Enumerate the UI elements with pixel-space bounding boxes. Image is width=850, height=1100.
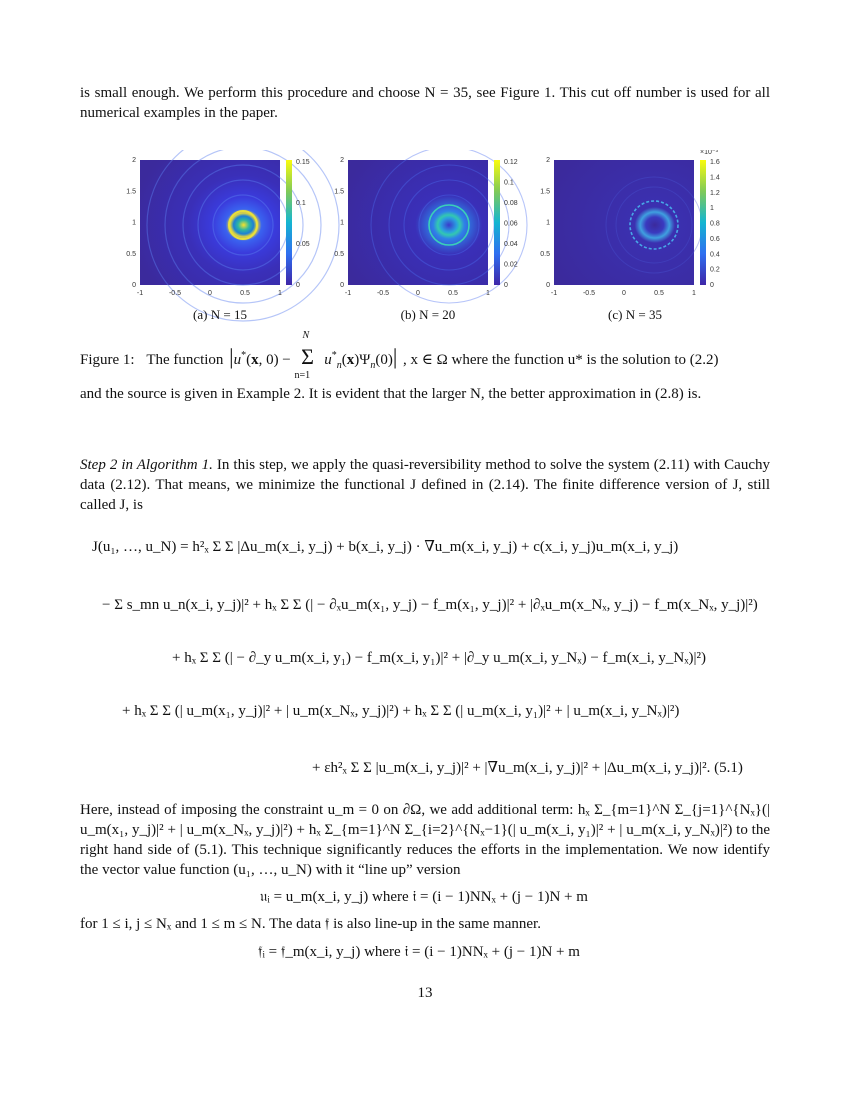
y-tick-label: 1 [132, 219, 136, 227]
x-tick-label: 1 [278, 290, 282, 297]
equation-line-4: + hₓ Σ Σ (| u_m(x₁, y_j)|² + | u_m(x_Nₓ, y_j)|²) + hₓ Σ Σ (| u_m(x_i, y₁)|² + | u_m(x_i, y_Nₓ)|²) [122, 703, 680, 719]
colorbar-tick-label: 0.1 [296, 200, 306, 207]
lineup-definition-u: 𝔲ᵢ = u_m(x_i, y_j) where 𝔦 = (i − 1)NNₓ + (j − 1)N + m [260, 889, 588, 905]
colorbar-tick-label: 0.6 [710, 235, 720, 243]
panel-b [348, 150, 527, 303]
caption-formula: |u*(x, 0) − N Σ n=1 $u^*_n(x)\Psi_n(0)|$ [229, 330, 398, 381]
step2-heading: Step 2 in Algorithm 1. [80, 457, 213, 473]
colorbar-tick-label: 0.15 [296, 159, 310, 166]
colorbar-tick-label: 0.08 [504, 200, 518, 207]
colorbar-c [700, 160, 706, 285]
intro-paragraph: is small enough. We perform this procedure and choose N = 35, see Figure 1. This cut off number is used for all numerical examples in the paper. [80, 85, 770, 121]
x-tick-label: -0.5 [376, 290, 390, 297]
lineup-definition-f: 𝔣ᵢ = 𝔣_m(x_i, y_j) where 𝔦 = (i − 1)NNₓ + (j − 1)N + m [258, 944, 580, 960]
colorbar-tick-label: 0.02 [504, 261, 518, 269]
y-tick-label: 0 [340, 282, 344, 289]
page-number: 13 [417, 985, 433, 1001]
colorbar-tick-label: 0 [296, 282, 300, 289]
x-tick-label: 0.5 [654, 290, 664, 297]
caption-a: (a) N = 15 [193, 307, 247, 322]
colorbar-tick-label: 0.05 [296, 241, 310, 248]
y-tick-label: 0 [132, 282, 136, 289]
colorbar-b [494, 160, 500, 285]
x-tick-label: -1 [550, 290, 558, 297]
step2-body: In this step, we apply the quasi-reversibility method to solve the system (2.11) with Cauchy data (2.12). That means, we minimize the functional J defined in (2.14). The finite difference version of J, still called J, is [80, 457, 770, 513]
x-tick-label: 0 [622, 290, 626, 297]
colorbar-tick-label: 1 [710, 205, 714, 213]
x-tick-label: 0 [416, 290, 420, 297]
y-tick-label: 1.5 [126, 188, 136, 196]
y-tick-label: 2 [132, 157, 136, 164]
figure-row [110, 150, 770, 330]
y-tick-label: 2 [546, 157, 550, 164]
colorbar-tick-label: 0.1 [504, 179, 514, 187]
x-tick-label: 0.5 [448, 290, 458, 297]
figure-label: Figure 1: [80, 352, 135, 368]
colorbar-tick-label: 0.2 [710, 266, 720, 274]
equation-line-5: + εh²ₓ Σ Σ |u_m(x_i, y_j)|² + |∇u_m(x_i, y_j)|² + |Δu_m(x_i, y_j)|². (5.1) [312, 760, 743, 776]
figure-panels [110, 150, 770, 330]
for-paragraph: for 1 ≤ i, j ≤ Nₓ and 1 ≤ m ≤ N. The data 𝔣 is also line-up in the same manner. [80, 916, 541, 932]
y-tick-label: 2 [340, 157, 344, 164]
colorbar-tick-label: 0.8 [710, 220, 720, 228]
equation-line-1: J(u₁, …, u_N) = h²ₓ Σ Σ |Δu_m(x_i, y_j) + b(x_i, y_j) · ∇u_m(x_i, y_j) + c(x_i, y_j)u_m(x_i, y_j) [92, 539, 679, 555]
caption-b: (b) N = 20 [400, 307, 456, 322]
heatmap-a [140, 160, 280, 285]
x-tick-label: -0.5 [582, 290, 596, 297]
y-tick-label: 1.5 [540, 188, 550, 196]
colorbar-tick-label: 0.04 [504, 241, 518, 248]
colorbar-tick-label: 0.06 [504, 220, 518, 228]
x-tick-label: 0.5 [240, 290, 250, 297]
y-tick-label: 0 [546, 282, 550, 289]
x-tick-label: -1 [136, 290, 144, 297]
y-tick-label: 0.5 [126, 250, 136, 258]
figure-caption [80, 330, 770, 381]
colorbar-tick-label: 0.4 [710, 251, 720, 259]
x-tick-label: -1 [344, 290, 352, 297]
caption-c: (c) N = 35 [608, 307, 662, 322]
y-tick-label: 1 [340, 219, 344, 227]
equation-line-2: − Σ s_mn u_n(x_i, y_j)|² + hₓ Σ Σ (| − ∂ₓu_m(x₁, y_j) − f_m(x₁, y_j)|² + |∂ₓu_m(x_Nₓ, y_j) − f_m(x_Nₓ, y_j)|²) [102, 597, 758, 613]
step2-paragraph [80, 455, 770, 515]
colorbar-tick-label: 1.4 [710, 174, 720, 182]
x-tick-label: 0 [208, 290, 212, 297]
y-tick-label: 1.5 [334, 188, 344, 196]
colorbar-a [286, 160, 292, 285]
figure-caption-text1: The function [146, 352, 224, 368]
colorbar-tick-label: 1.2 [710, 189, 720, 197]
panel-c [554, 160, 706, 285]
y-tick-label: 1 [546, 219, 550, 227]
figure-caption-continued: and the source is given in Example 2. It is evident that the larger N, the better approximation in (2.8) is. [80, 386, 702, 402]
y-tick-label: 0.5 [334, 250, 344, 258]
x-tick-label: -0.5 [168, 290, 182, 297]
colorbar-exponent: ×10⁻³ [700, 150, 718, 156]
colorbar-tick-label: 0 [504, 282, 508, 289]
y-tick-label: 0.5 [540, 250, 550, 258]
x-tick-label: 1 [486, 290, 490, 297]
heatmap-c [554, 160, 694, 285]
colorbar-tick-label: 1.6 [710, 159, 720, 166]
colorbar-tick-label: 0 [710, 282, 714, 289]
equation-line-3: + hₓ Σ Σ (| − ∂_y u_m(x_i, y₁) − f_m(x_i, y₁)|² + |∂_y u_m(x_i, y_Nₓ) − f_m(x_i, y_Nₓ)|²) [172, 650, 707, 666]
x-tick-label: 1 [692, 290, 696, 297]
here-paragraph: Here, instead of imposing the constraint u_m = 0 on ∂Ω, we add additional term: hₓ Σ_{m=1}^N Σ_{j=1}^{Nₓ}(| u_m(x₁, y_j)|² + | u_m(x_Nₓ, y_j)|²) + hₓ Σ_{m=1}^N Σ_{i=2}^{Nₓ−1}(| u_m(x_i, y₁)|² + | u_m(x_i, y_Nₓ)|²) to the right hand side of (5.1). This technique significantly reduces the efforts in the implementation. We now identify the vector value function (u₁, …, u_N) with it “line up” version [80, 802, 770, 878]
colorbar-tick-label: 0.12 [504, 159, 518, 166]
figure-caption-text2: , x ∈ Ω where the function u* is the solution to (2.2) [403, 352, 719, 368]
